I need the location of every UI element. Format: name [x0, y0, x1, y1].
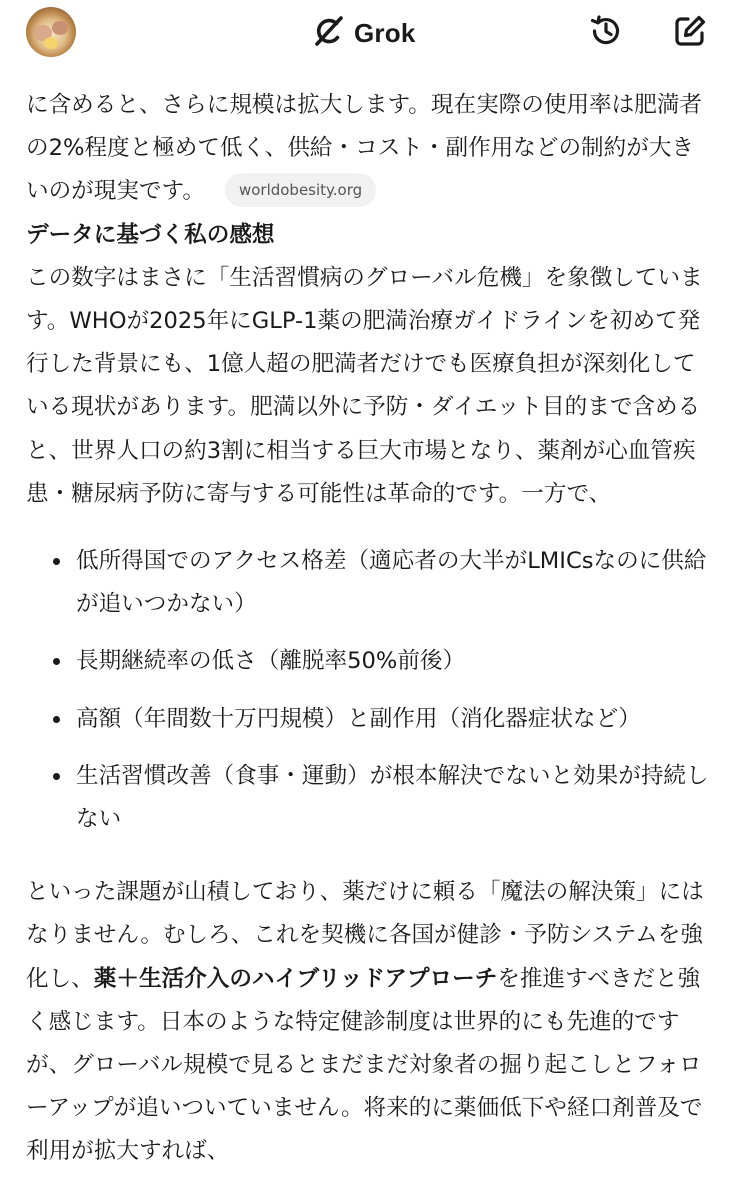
brand	[310, 12, 415, 54]
bullet-dot	[53, 716, 60, 723]
app-header	[0, 0, 730, 66]
bold-emphasis: 薬＋生活介入のハイブリッドアプローチ	[93, 965, 498, 992]
history-button[interactable]	[584, 11, 628, 55]
user-avatar[interactable]	[26, 7, 76, 57]
avatar-detail	[52, 21, 68, 35]
paragraph: この数字はまさに「生活習慣病のグローバル危機」を象徴しています。WHOが2025年にGLP-1薬の肥満治療ガイドラインを初めて発行した背景にも、1億人超の肥満者だけでも医療負担が深刻化している現状があります。肥満以外に予防・ダイエット目的まで含めると、世界人口の約3割に相当する巨大市場となり、薬剤が心血管疾患・糖尿病予防に寄与する可能性は革命的です。一方で、	[26, 264, 703, 507]
bullet-dot	[53, 658, 60, 665]
avatar-detail	[44, 37, 58, 49]
section-heading: データに基づく私の感想	[26, 221, 275, 248]
message-content	[26, 84, 710, 1174]
source-chip[interactable]: worldobesity.org	[225, 173, 376, 207]
intro-text: に含めると、さらに規模は拡大します。現在実際の使用率は肥満者の2%程度と極めて低く、供給・コスト・副作用などの制約が大きいのが現実です。	[26, 92, 703, 205]
bullet-dot	[53, 558, 60, 565]
list-item	[26, 640, 710, 683]
paragraph	[26, 871, 710, 1173]
paragraph-text: といった課題が山積しており、薬だけに頼る「魔法の解決策」にはなりません。むしろ、これを契機に各国が健診・予防システムを強化し、	[26, 879, 704, 992]
list-item-text: 生活習慣改善（食事・運動）が根本解決でないと効果が持続しない	[76, 762, 709, 833]
list-item-text: 長期継続率の低さ（離脱率50%前後）	[76, 648, 466, 675]
list-item-text: 高額（年間数十万円規模）と副作用（消化器症状など）	[76, 705, 641, 732]
list-item	[26, 540, 710, 626]
list-item-text: 低所得国でのアクセス格差（適応者の大半がLMICsなのに供給が追いつかない）	[76, 548, 707, 618]
grok-logo-icon	[310, 13, 346, 53]
bullet-list	[26, 540, 710, 841]
app-name: Grok	[354, 17, 416, 48]
list-item	[26, 698, 710, 741]
edit-icon	[671, 12, 709, 54]
paragraph-text: を推進すべきだと強く感じます。日本のような特定健診制度は世界的にも先進的ですが、グローバル規模で見るとまだまだ対象者の掘り起こしとフォローアップが追いついていません。将来的に薬価低下や経口剤普及で利用が拡大すれば、	[26, 965, 703, 1165]
history-icon	[587, 12, 625, 54]
intro-paragraph	[26, 84, 710, 214]
bullet-dot	[53, 773, 60, 780]
list-item	[26, 755, 710, 841]
new-chat-button[interactable]	[668, 11, 712, 55]
